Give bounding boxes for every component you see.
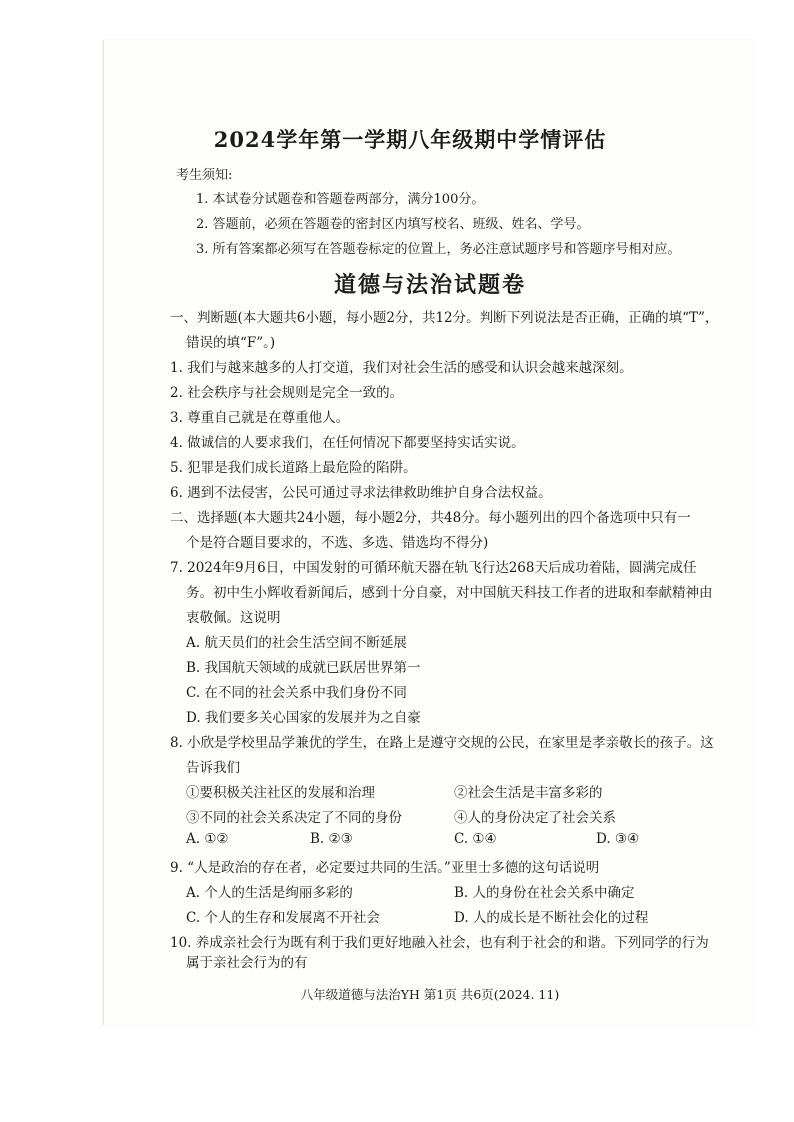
q8-statement-1: ①要积极关注社区的发展和治理 <box>186 785 375 801</box>
tf-question-5: 5. 犯罪是我们成长道路上最危险的陷阱。 <box>170 460 417 476</box>
q8-statement-2: ②社会生活是丰富多彩的 <box>454 785 603 801</box>
section2-heading-line2: 个是符合题目要求的，不选、多选、错选均不得分) <box>186 535 489 551</box>
q9-option-a: A. 个人的生活是绚丽多彩的 <box>186 885 353 901</box>
notice-item-1: 1. 本试卷分试题卷和答题卷两部分，满分100分。 <box>196 192 485 207</box>
notice-heading: 考生须知: <box>176 168 233 183</box>
q8-statement-3: ③不同的社会关系决定了不同的身份 <box>186 810 402 826</box>
q9-option-c: C. 个人的生存和发展离不开社会 <box>186 910 380 926</box>
q8-stem-line2: 告诉我们 <box>186 760 240 776</box>
exam-title: 2024学年第一学期八年级期中学情评估 <box>213 127 607 152</box>
q9-stem: 9. “人是政治的存在者，必定要过共同的生活。”亚里士多德的这句话说明 <box>170 860 600 876</box>
tf-question-3: 3. 尊重自己就是在尊重他人。 <box>170 410 350 426</box>
q9-option-b: B. 人的身份在社会关系中确定 <box>454 885 635 901</box>
q7-option-d: D. 我们要多关心国家的发展并为之自豪 <box>186 710 421 726</box>
q7-option-c: C. 在不同的社会关系中我们身份不同 <box>186 685 407 701</box>
q10-stem-line2: 属于亲社会行为的有 <box>186 955 308 971</box>
tf-question-2: 2. 社会秩序与社会规则是完全一致的。 <box>170 385 404 401</box>
q7-stem-line3: 衷敬佩。这说明 <box>186 610 281 626</box>
q7-option-a: A. 航天员们的社会生活空间不断延展 <box>186 635 407 651</box>
section1-heading-line2: 错误的填“F”。) <box>186 335 276 351</box>
section2-heading-line1: 二、选择题(本大题共24小题，每小题2分，共48分。每小题列出的四个备选项中只有一 <box>170 510 691 526</box>
notice-item-2: 2. 答题前，必须在答题卷的密封区内填写校名、班级、姓名、学号。 <box>196 217 590 232</box>
q7-stem-line1: 7. 2024年9月6日，中国发射的可循环航天器在轨飞行达268天后成功着陆，圆满完成任 <box>170 560 697 576</box>
tf-question-1: 1. 我们与越来越多的人打交道，我们对社会生活的感受和认识会越来越深刻。 <box>170 360 633 376</box>
q8-statement-4: ④人的身份决定了社会关系 <box>454 810 616 826</box>
page-footer: 八年级道德与法治YH 第1页 共6页(2024. 11) <box>300 987 560 1002</box>
q8-stem-line1: 8. 小欣是学校里品学兼优的学生，在路上是遵守交规的公民，在家里是孝亲敬长的孩子。这 <box>170 735 714 751</box>
notice-item-3: 3. 所有答案都必须写在答题卷标定的位置上，务必注意试题序号和答题序号相对应。 <box>196 242 681 257</box>
q7-option-b: B. 我国航天领域的成就已跃居世界第一 <box>186 660 421 676</box>
q10-stem-line1: 10. 养成亲社会行为既有利于我们更好地融入社会，也有利于社会的和谐。下列同学的行为 <box>170 935 709 951</box>
tf-question-4: 4. 做诚信的人要求我们，在任何情况下都要坚持实话实说。 <box>170 435 525 451</box>
q8-option-b: B. ②③ <box>310 831 353 847</box>
q8-option-a: A. ①② <box>186 831 229 847</box>
q8-option-d: D. ③④ <box>596 831 640 847</box>
section1-heading-line1: 一、判断题(本大题共6小题，每小题2分，共12分。判断下列说法是否正确，正确的填“T”， <box>170 310 719 326</box>
q7-stem-line2: 务。初中生小辉收看新闻后，感到十分自豪，对中国航天科技工作者的进取和奉献精神由 <box>186 585 713 601</box>
q9-option-d: D. 人的成长是不断社会化的过程 <box>454 910 649 926</box>
tf-question-6: 6. 遇到不法侵害，公民可通过寻求法律救助维护自身合法权益。 <box>170 485 552 501</box>
q8-option-c: C. ①④ <box>454 831 497 847</box>
subject-title: 道德与法治试题卷 <box>333 272 526 298</box>
